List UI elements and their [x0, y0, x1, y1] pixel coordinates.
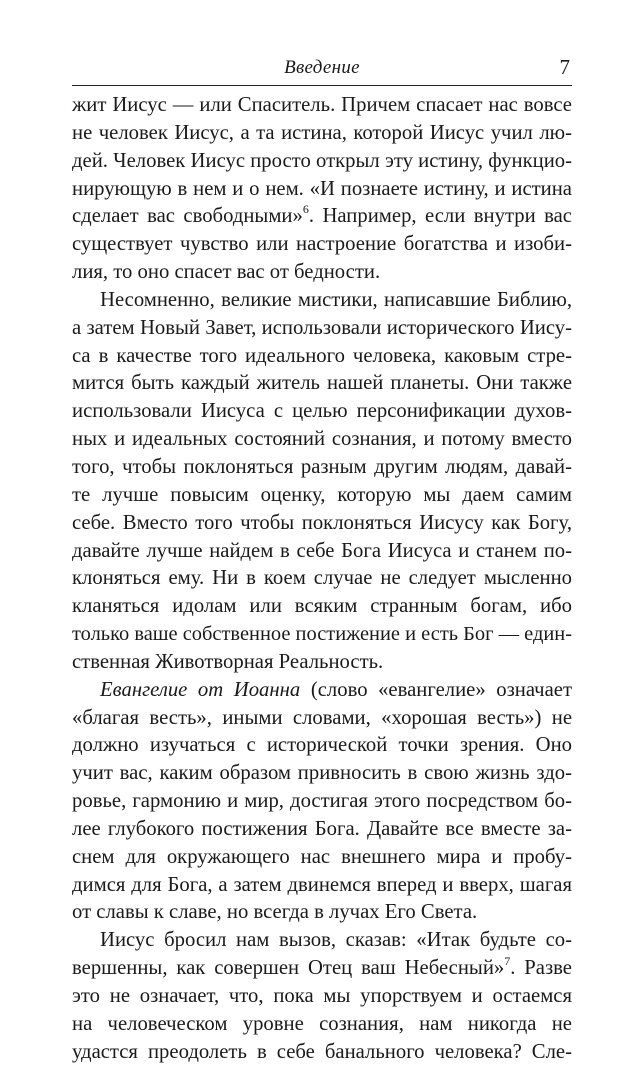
text-line: те лучше повысим оценку, которую мы даем самим: [72, 483, 572, 506]
text-line: давайте лучше найдем в себе Бога Иисуса и станем по-: [72, 539, 572, 562]
text-line: учит вас, каким образом привносить в свою жизнь здо-: [72, 762, 572, 785]
paragraph-4: [72, 927, 572, 1066]
text-line: Несомненно, великие мистики, написавшие Библию,: [100, 288, 572, 311]
text-fragment: вершенны, как совершен Отец ваш Небесный»: [72, 957, 505, 980]
page-number: 7: [559, 55, 570, 79]
text-line: Иисус бросил нам вызов, сказав: «Итак будьте со-: [100, 929, 572, 952]
text-line: дей. Человек Иисус просто открыл эту истину, функцио-: [72, 149, 572, 172]
text-line: использовали Иисуса с целью персонификации духов-: [72, 400, 572, 423]
footnote-ref: 7: [504, 954, 511, 969]
footnote-ref: 6: [302, 202, 309, 217]
text-line: [72, 677, 572, 705]
body-text: [72, 92, 572, 1067]
text-line: это не означает, что, пока мы упорствуем и остаемся: [72, 985, 572, 1007]
text-line: ственная Животворная Реальность.: [72, 650, 384, 673]
text-line: только ваше собственное постижение и есть Бог — един-: [72, 623, 573, 646]
text-line: мится быть каждый житель нашей планеты. Они также: [72, 372, 572, 395]
running-title: Введение: [284, 57, 360, 78]
text-line: лее глубокого постижения Бога. Давайте все вместе за-: [72, 817, 572, 840]
running-header: [72, 57, 572, 85]
text-line: себе. Вместо того чтобы поклоняться Иисусу как Богу,: [72, 511, 572, 534]
text-fragment: (слово «евангелие» означает: [300, 678, 572, 701]
text-fragment: сделает вас свободными»: [72, 205, 303, 228]
text-line: удастся преодолеть в себе банального человека? Сле-: [72, 1040, 572, 1063]
paragraph-1: [72, 92, 572, 287]
text-line: от славы к славе, но всегда в лучах Его Света.: [72, 901, 478, 924]
book-title-italic: Евангелие от Иоанна: [100, 678, 301, 701]
paragraph-2: [72, 287, 572, 677]
text-line: должно изучаться с исторической точки зрения. Оно: [72, 734, 572, 757]
text-line: нирующую в нем и о нем. «И познаете истину, и истина: [72, 177, 572, 200]
text-line: лия, то оно спасет вас от бедности.: [72, 261, 381, 284]
text-line: того, чтобы поклоняться разным другим людям, давай-: [72, 455, 572, 478]
text-line: существует чувство или настроение богатства и изоби-: [72, 233, 572, 256]
text-line: не человек Иисус, а та истина, которой Иисус учил лю-: [72, 121, 572, 144]
text-line: димся для Бога, а затем двинемся вперед и вверх, шагая: [72, 873, 572, 896]
text-line: жит Иисус — или Спаситель. Причем спасает нас вовсе: [72, 94, 572, 116]
text-line: клоняться ему. Ни в коем случае не следует мысленно: [72, 567, 572, 590]
text-line: «благая весть», иными словами, «хорошая весть») не: [72, 706, 572, 729]
text-line: ровье, гармонию и мир, достигая этого посредством бо-: [72, 790, 572, 813]
text-fragment: . Например, если внутри вас: [308, 205, 572, 228]
text-line: снем для окружающего нас внешнего мира и пробу-: [72, 845, 572, 868]
header-rule: [72, 85, 572, 86]
text-line: кланяться идолам или всяким странным богам, ибо: [72, 595, 572, 618]
paragraph-3: [72, 677, 572, 928]
text-line: [72, 203, 572, 231]
text-line: са в качестве того идеального человека, каковым стре-: [72, 344, 572, 367]
text-line: ных и идеальных состояний сознания, и потому вместо: [72, 428, 572, 451]
text-fragment: . Разве: [510, 957, 572, 980]
text-line: а затем Новый Завет, использовали исторического Иису-: [72, 316, 572, 339]
text-line: [72, 955, 572, 983]
text-line: на человеческом уровне сознания, нам никогда не: [72, 1012, 572, 1035]
